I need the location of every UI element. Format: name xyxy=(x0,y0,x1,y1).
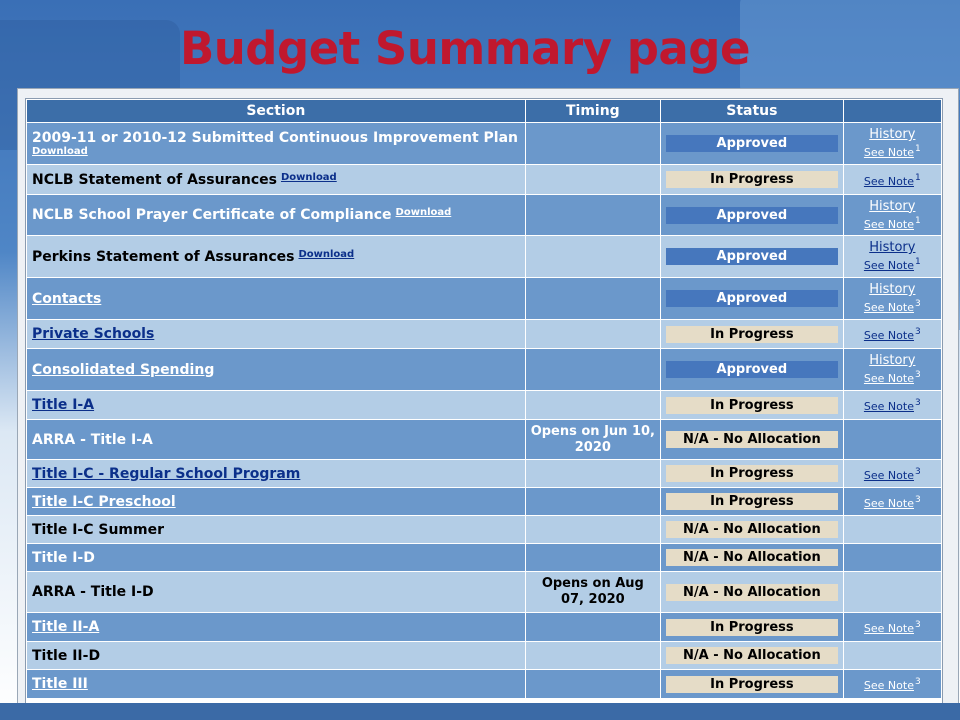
table-row xyxy=(27,488,941,515)
section-label: 2009-11 or 2010-12 Submitted Continuous Improvement Plan xyxy=(32,129,519,146)
see-note-link[interactable]: See Note xyxy=(863,679,914,692)
status-badge: In Progress xyxy=(666,326,838,343)
timing-cell: Opens on Jun 10, 2020 xyxy=(526,420,660,459)
title-i-c-preschool-link[interactable]: Title I-C Preschool xyxy=(32,493,176,510)
timing-cell xyxy=(526,165,660,194)
status-badge: In Progress xyxy=(666,465,838,482)
status-cell xyxy=(661,420,843,459)
timing-header: Timing xyxy=(526,100,660,122)
see-note-link[interactable]: See Note xyxy=(863,496,914,510)
note-number: 3 xyxy=(914,370,921,380)
timing-cell: Opens on Aug 07, 2020 xyxy=(526,572,660,612)
note-number: 1 xyxy=(914,215,921,226)
timing-cell xyxy=(526,460,660,487)
status-header: Status xyxy=(661,100,843,122)
status-badge: Approved xyxy=(666,361,838,378)
section-cell xyxy=(27,391,525,419)
see-note-link[interactable]: See Note xyxy=(863,301,914,314)
actions-cell xyxy=(844,123,941,164)
timing-cell xyxy=(526,349,660,390)
note-number: 3 xyxy=(914,620,921,630)
title-i-c-regular-link[interactable]: Title I-C - Regular School Program xyxy=(32,465,301,482)
section-cell: Title I-D xyxy=(27,544,525,571)
section-cell xyxy=(27,320,525,348)
timing-cell xyxy=(526,236,660,277)
status-cell xyxy=(661,320,843,348)
status-badge: In Progress xyxy=(666,676,838,693)
history-link[interactable]: History xyxy=(869,240,916,255)
slide-title: Budget Summary page xyxy=(179,22,751,75)
section-label: NCLB Statement of Assurances xyxy=(32,171,277,188)
actions-header xyxy=(844,100,941,122)
section-cell: Title II-D xyxy=(27,642,525,669)
table-row xyxy=(27,278,941,319)
title-i-a-link[interactable]: Title I-A xyxy=(32,397,95,413)
see-note-link[interactable]: See Note xyxy=(863,259,914,272)
table-row xyxy=(27,613,941,641)
status-cell xyxy=(661,572,843,612)
table-frame xyxy=(25,98,943,705)
download-link[interactable]: Download xyxy=(395,207,452,218)
table-row xyxy=(27,123,941,164)
actions-cell xyxy=(844,420,941,459)
note-number: 1 xyxy=(914,172,921,183)
private-schools-link[interactable]: Private Schools xyxy=(32,326,155,342)
table-row xyxy=(27,544,941,571)
status-badge: In Progress xyxy=(666,619,838,636)
actions-cell xyxy=(844,349,941,390)
budget-summary-table xyxy=(26,99,942,699)
status-badge: N/A - No Allocation xyxy=(666,549,838,566)
section-cell: ARRA - Title I-D xyxy=(27,572,525,612)
status-cell xyxy=(661,236,843,277)
status-cell xyxy=(661,391,843,419)
section-cell: Title I-C Summer xyxy=(27,516,525,543)
status-badge: In Progress xyxy=(666,171,838,188)
section-header: Section xyxy=(27,100,525,122)
table-row xyxy=(27,320,941,348)
actions-cell xyxy=(844,320,941,348)
timing-cell xyxy=(526,278,660,319)
contacts-link[interactable]: Contacts xyxy=(32,290,102,307)
actions-cell xyxy=(844,544,941,571)
status-cell xyxy=(661,349,843,390)
actions-cell xyxy=(844,670,941,698)
note-number: 3 xyxy=(914,677,921,687)
table-row xyxy=(27,516,941,543)
section-cell xyxy=(27,123,525,164)
table-row xyxy=(27,572,941,612)
status-badge: N/A - No Allocation xyxy=(666,584,838,601)
timing-cell xyxy=(526,391,660,419)
note-number: 3 xyxy=(914,466,921,477)
status-badge: In Progress xyxy=(666,397,838,414)
download-link[interactable]: Download xyxy=(32,145,88,157)
status-badge: N/A - No Allocation xyxy=(666,521,838,538)
actions-cell xyxy=(844,488,941,515)
section-cell xyxy=(27,236,525,277)
timing-cell xyxy=(526,195,660,235)
section-cell xyxy=(27,488,525,515)
timing-cell xyxy=(526,516,660,543)
status-cell xyxy=(661,642,843,669)
see-note-link[interactable]: See Note xyxy=(863,400,914,413)
actions-cell xyxy=(844,572,941,612)
note-number: 1 xyxy=(914,257,921,267)
table-header-row xyxy=(27,100,941,122)
note-number: 1 xyxy=(914,144,921,154)
note-number: 3 xyxy=(914,327,921,337)
status-cell xyxy=(661,278,843,319)
timing-cell xyxy=(526,670,660,698)
actions-cell xyxy=(844,195,941,235)
see-note-link[interactable]: See Note xyxy=(863,174,914,188)
table-row xyxy=(27,165,941,194)
status-badge: N/A - No Allocation xyxy=(666,647,838,664)
title-iii-link[interactable]: Title III xyxy=(32,676,88,692)
status-cell xyxy=(661,516,843,543)
status-badge: Approved xyxy=(666,207,838,224)
status-cell xyxy=(661,195,843,235)
section-cell xyxy=(27,613,525,641)
note-number: 3 xyxy=(914,398,921,408)
table-row xyxy=(27,460,941,487)
section-label: NCLB School Prayer Certificate of Compliance xyxy=(32,207,392,223)
section-cell xyxy=(27,460,525,487)
section-cell: ARRA - Title I-A xyxy=(27,420,525,459)
actions-cell xyxy=(844,642,941,669)
status-badge: Approved xyxy=(666,290,838,307)
see-note-link[interactable]: See Note xyxy=(863,146,914,159)
status-cell xyxy=(661,460,843,487)
see-note-link[interactable]: See Note xyxy=(863,468,914,482)
screenshot-panel xyxy=(17,88,959,705)
section-label: Perkins Statement of Assurances xyxy=(32,248,295,265)
section-cell xyxy=(27,278,525,319)
status-badge: In Progress xyxy=(666,493,838,510)
timing-cell xyxy=(526,642,660,669)
section-cell xyxy=(27,195,525,235)
history-link[interactable]: History xyxy=(869,353,916,368)
see-note-link[interactable]: See Note xyxy=(863,217,914,231)
section-cell xyxy=(27,349,525,390)
status-cell xyxy=(661,488,843,515)
status-badge: Approved xyxy=(666,135,838,152)
table-row xyxy=(27,391,941,419)
history-link[interactable]: History xyxy=(869,198,916,214)
section-cell xyxy=(27,165,525,194)
see-note-link[interactable]: See Note xyxy=(863,372,914,385)
status-cell xyxy=(661,544,843,571)
actions-cell xyxy=(844,516,941,543)
timing-cell xyxy=(526,123,660,164)
actions-cell xyxy=(844,391,941,419)
status-cell xyxy=(661,613,843,641)
note-number: 3 xyxy=(914,299,921,309)
actions-cell xyxy=(844,278,941,319)
download-link[interactable]: Download xyxy=(298,248,355,260)
table-row xyxy=(27,349,941,390)
see-note-link[interactable]: See Note xyxy=(863,329,914,342)
section-cell xyxy=(27,670,525,698)
title-ii-a-link[interactable]: Title II-A xyxy=(32,619,100,635)
table-row xyxy=(27,195,941,235)
actions-cell xyxy=(844,613,941,641)
status-badge: N/A - No Allocation xyxy=(666,431,838,448)
history-link[interactable]: History xyxy=(869,282,916,297)
status-cell xyxy=(661,165,843,194)
table-row xyxy=(27,642,941,669)
slide-bottom-bar xyxy=(0,703,960,720)
actions-cell xyxy=(844,460,941,487)
actions-cell xyxy=(844,236,941,277)
see-note-link[interactable]: See Note xyxy=(863,622,914,635)
timing-cell xyxy=(526,488,660,515)
table-row xyxy=(27,420,941,459)
status-cell xyxy=(661,670,843,698)
timing-cell xyxy=(526,320,660,348)
status-badge: Approved xyxy=(666,248,838,265)
download-link[interactable]: Download xyxy=(280,171,337,183)
timing-cell xyxy=(526,544,660,571)
actions-cell xyxy=(844,165,941,194)
history-link[interactable]: History xyxy=(869,127,916,142)
table-row xyxy=(27,236,941,277)
consolidated-spending-link[interactable]: Consolidated Spending xyxy=(32,361,215,378)
status-cell xyxy=(661,123,843,164)
timing-cell xyxy=(526,613,660,641)
note-number: 3 xyxy=(914,494,921,505)
table-row xyxy=(27,670,941,698)
